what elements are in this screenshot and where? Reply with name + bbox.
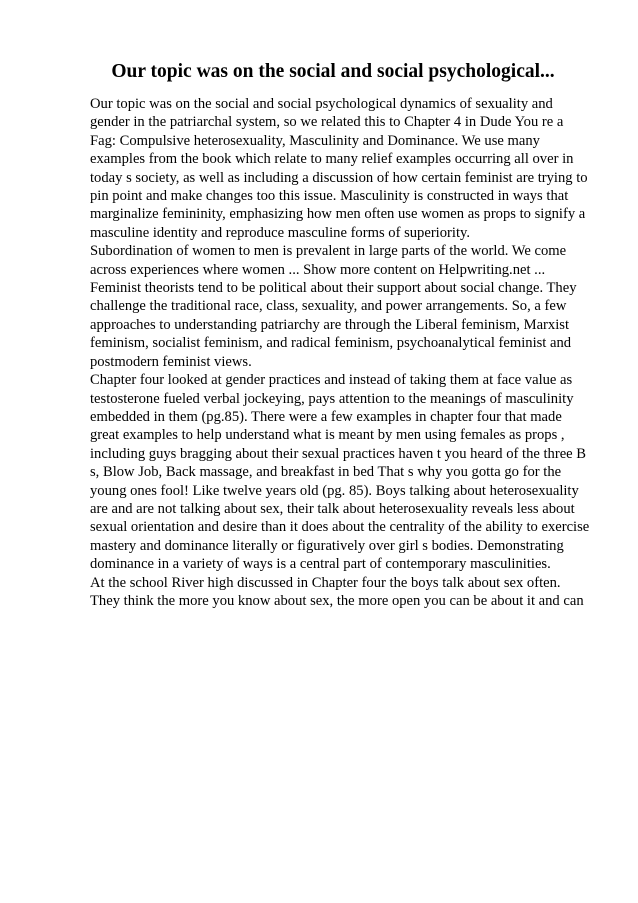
paragraph-1: Our topic was on the social and social psychological dynamics of sexuality and gender in the patriarchal system, so we related this to Chapter 4 in Dude You re a Fag: Compulsive heterosexuality, Masculinity and Dominance. We use many examples from the book which relate to many relief examples occurring all over in today s society, as well as including a discussion of how certain feminist are trying to pin point and make changes too this issue. Masculinity is constructed in ways that marginalize femininity, emphasizing how men often use women as props to signify a masculine identity and reproduce masculine forms of superiority. <box>90 96 588 241</box>
document-body <box>90 95 590 610</box>
paragraph-2: Subordination of women to men is prevalent in large parts of the world. We come across experiences where women ... Show more content on Helpwriting.net ... Feminist theorists tend to be political about their support about social change. They challenge the traditional race, class, sexuality, and power arrangements. So, a few approaches to understanding patriarchy are through the Liberal feminism, Marxist feminism, socialist feminism, and radical feminism, psychoanalytical feminist and postmodern feminist views. <box>90 243 577 370</box>
document-title: Our topic was on the social and social psychological... <box>111 61 555 82</box>
paragraph-4: At the school River high discussed in Chapter four the boys talk about sex often. They think the more you know about sex, the more open you can be about it and can <box>90 574 584 609</box>
paragraph-3: Chapter four looked at gender practices and instead of taking them at face value as testosterone fueled verbal jockeying, pays attention to the meanings of masculinity embedded in them (pg.85). There were a few examples in chapter four that made great examples to help understand what is meant by men using females as props , including guys bragging about their sexual practices haven t you heard of the three B s, Blow Job, Back massage, and breakfast in bed That s why you gotta go for the young ones fool! Like twelve years old (pg. 85). Boys talking about heterosexuality are and are not talking about sex, their talk about heterosexuality reveals less about sexual orientation and desire than it does about the centrality of the ability to exercise mastery and dominance literally or figuratively over girl s bodies. Demonstrating dominance in a variety of ways is a central part of contemporary masculinities. <box>90 372 590 573</box>
